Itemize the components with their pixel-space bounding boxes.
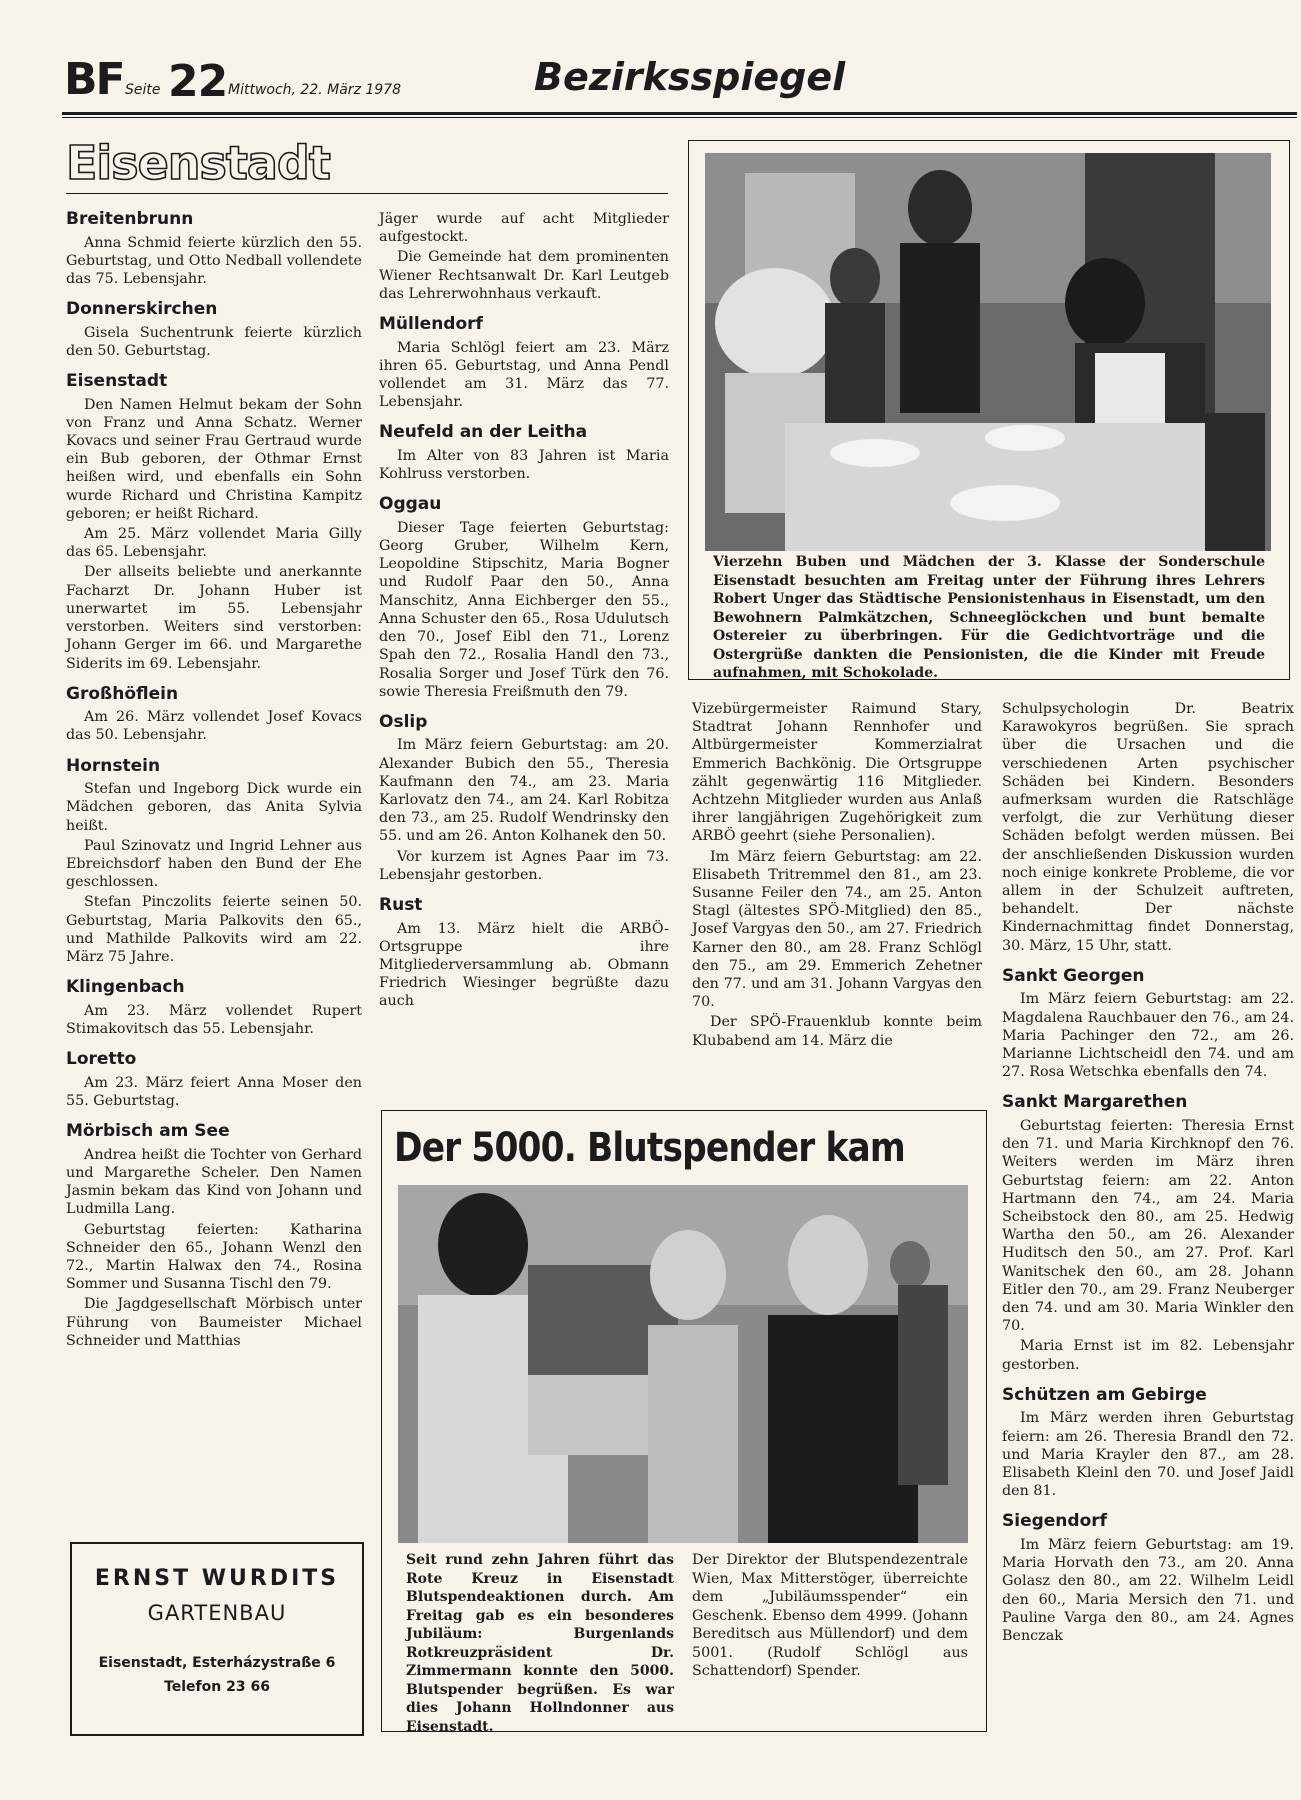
article-paragraph: Am 25. März vollendet Maria Gilly das 65. Lebensjahr. [66,526,362,561]
article-paragraph: Stefan und Ingeborg Dick wurde ein Mädchen geboren, das Anita Sylvia heißt. [66,781,362,834]
article-paragraph: Maria Ernst ist im 82. Lebensjahr gestorben. [1002,1338,1294,1373]
article-paragraph: Im März feiern Geburtstag: am 20. Alexander Bubich den 55., Theresia Kaufmann den 74., am 23. Maria Karlovatz den 74., am 24. Karl Robitza den 73., am 25. Rudolf Wendrinsky den 55. und am 26. Anton Kolhanek den 50. [379,737,669,845]
article-paragraph: Geburtstag feierten: Katharina Schneider den 65., Johann Wenzl den 72., Martin Halwax den 74., Rosina Sommer und Susanna Tischl den 79. [66,1221,362,1293]
column-3 [692,700,982,1052]
article-paragraph: Paul Szinovatz und Ingrid Lehner aus Ebreichsdorf haben den Bund der Ehe geschlossen. [66,837,362,891]
masthead-rule [66,193,668,194]
article-paragraph: Im Alter von 83 Jahren ist Maria Kohlruss verstorben. [379,447,669,483]
district-masthead: Eisenstadt [66,136,330,190]
heading-muellendorf: Müllendorf [379,314,483,335]
article-paragraph: Anna Schmid feierte kürzlich den 55. Geburtstag, und Otto Nedball vollendete das 75. Lebensjahr. [66,234,362,287]
article-paragraph: Im März feiern Geburtstag: am 22. Elisabeth Tritremmel den 81., am 23. Susanne Feiler den 74., am 25. Anton Stagl (ältestes SPÖ-Mitglied) den 85., Josef Vargyas den 50., am 27. Friedrich Karner den 80., am 28. Franz Schlögl den 75., am 29. Emmerich Zehetner den 77. und am 31. Johann Vargyas den 70. [692,848,982,1011]
article-paragraph: Am 23. März vollendet Rupert Stimakovitsch das 55. Lebensjahr. [66,1002,362,1037]
article-paragraph: Vizebürgermeister Raimund Stary, Stadtrat Johann Rennhofer und Altbürgermeister Kommerzialrat Emmerich Bachkönig. Die Ortsgruppe zählt gegenwärtig 116 Mitglieder. Achtzehn Mitglieder wurden aus Anlaß ihrer langjährigen Zugehörigkeit zum ARBÖ geehrt (siehe Personalien). [692,701,982,845]
section-title: Bezirksspiegel [534,55,846,99]
ad-address: Eisenstadt, Esterházystraße 6 [98,1655,336,1671]
newspaper-logo: BF [64,54,124,105]
ad-company-name: ERNST WURDITS [94,1566,340,1591]
page-label: Seite [125,82,161,98]
article-paragraph: Am 23. März feiert Anna Moser den 55. Geburtstag. [66,1074,362,1109]
article-paragraph: Vor kurzem ist Agnes Paar im 73. Lebensjahr gestorben. [379,848,669,883]
heading-siegendorf: Siegendorf [1002,1511,1108,1532]
ad-trade: GARTENBAU [147,1601,287,1625]
column-1 [66,198,362,1352]
article-paragraph: Maria Schlögl feiert am 23. März ihren 65. Geburtstag, und Anna Pendl vollendet am 31. März das 77. Lebensjahr. [379,339,669,411]
photo-school-visit [705,153,1271,551]
heading-rust: Rust [379,895,423,916]
article-paragraph: Am 13. März hielt die ARBÖ-Ortsgruppe ihre Mitgliederversammlung ab. Obmann Friedrich Wiesinger begrüßte dazu auch [379,920,669,1010]
article-paragraph: Im März werden ihren Geburtstag feiern: am 26. Theresia Brandl den 72. und Maria Krayler den 87., am 28. Elisabeth Kleinl den 70. und Josef Jaidl den 81. [1002,1410,1294,1500]
column-4 [1002,700,1294,1647]
heading-schuetzen: Schützen am Gebirge [1002,1384,1207,1405]
heading-eisenstadt: Eisenstadt [66,371,168,392]
header-rule [62,112,1297,115]
article-paragraph: Jäger wurde auf acht Mitglieder aufgestockt. [379,211,669,246]
article-paragraph: Den Namen Helmut bekam der Sohn von Franz und Anna Schatz. Werner Kovacs und seiner Frau Gertraud wurde ein Bub geboren, der Othmar Ernst heißen wird, und ebenfalls ein Sohn wurde Richard und Christina Kampitz geboren; er heißt Richard. [66,396,362,522]
article-paragraph: Dieser Tage feierten Geburtstag: Georg Gruber, Wilhelm Kern, Leopoldine Stipschitz, Maria Bogner und Rudolf Paar den 50., Anna Manschitz, Anna Eichberger den 55., Anna Schuster den 65., Rosa Udulutsch den 70., Josef Eibl den 71., Lorenz Spah den 72., Rosalia Handl den 73., Rosalia Sorger und Josef Türk den 76. sowie Theresia Freißmuth den 79. [379,519,669,700]
heading-oslip: Oslip [379,711,428,732]
article-paragraph: Am 26. März vollendet Josef Kovacs das 50. Lebensjahr. [66,709,362,744]
column-2 [379,210,669,1013]
heading-donnerskirchen: Donnerskirchen [66,299,218,320]
heading-klingenbach: Klingenbach [66,977,185,998]
heading-oggau: Oggau [379,494,442,515]
heading-hornstein: Hornstein [66,755,161,776]
advertisement-box [70,1542,364,1736]
page-number: 22 [168,56,228,107]
article-paragraph: Der SPÖ-Frauenklub konnte beim Klubabend am 14. März die [692,1014,982,1049]
article-paragraph: Die Jagdgesellschaft Mörbisch unter Führung von Baumeister Michael Schneider und Matthias [66,1296,362,1349]
article-paragraph: Schulpsychologin Dr. Beatrix Karawokyros begrüßen. Sie sprach über die Ursachen und die verschiedenen Arten psychischer Schäden bei Kindern. Besonders aufmerksam wurden die Ratschläge verfolgt, die zur Verhütung dieser Schäden befolgt werden müssen. Bei der anschließenden Diskussion wurden noch einige konkrete Probleme, die vor allem in der Schulzeit auftreten, behandelt. Der nächste Kindernachmittag findet Donnerstag, 30. März, 15 Uhr, statt. [1002,701,1294,954]
photo-school-visit-frame [688,140,1290,680]
article-paragraph: Andrea heißt die Tochter von Gerhard und Margarethe Scheler. Den Namen Jasmin bekam das Kind von Johann und Ludmilla Lang. [66,1146,362,1218]
article-paragraph: Im März feiern Geburtstag: am 22. Magdalena Rauchbauer den 76., am 24. Maria Pachinger den 72., am 26. Marianne Lichtscheidl den 74. und am 27. Rosa Wetschka ebenfalls den 74. [1002,991,1294,1081]
header-rule-thin [62,117,1297,118]
article-paragraph: Gisela Suchentrunk feierte kürzlich den 50. Geburtstag. [66,324,362,359]
article-paragraph: Die Gemeinde hat dem prominenten Wiener Rechtsanwalt Dr. Karl Leutgeb das Lehrerwohnhaus verkauft. [379,249,669,302]
article-paragraph: Geburtstag feierten: Theresia Ernst den 71. und Maria Kirchknopf den 76. Weiters werden im März ihren Geburtstag feiern: am 22. Anton Hartmann den 74., am 24. Maria Scheibstock den 80., am 25. Hedwig Wartha den 50., am 26. Alexander Huditsch den 50., am 27. Prof. Karl Wanitschek den 60., am 28. Johann Eitler den 70., am 29. Franz Neuberger den 74. und am 30. Maria Winkler den 70. [1002,1117,1294,1335]
article-paragraph: Stefan Pinczolits feierte seinen 50. Geburtstag, Maria Palkovits den 65., und Mathilde Palkovits wird am 22. März 75 Jahre. [66,894,362,966]
heading-sankt-margarethen: Sankt Margarethen [1002,1092,1188,1113]
heading-sankt-georgen: Sankt Georgen [1002,965,1145,986]
photo-blood-donor [398,1185,968,1543]
heading-loretto: Loretto [66,1049,137,1070]
blood-donor-caption-left: Seit rund zehn Jahren führt das Rote Kreuz in Eisenstadt Blutspendeaktionen durch. Am Freitag gab es ein besonderes Jubiläum: Burgenlands Rotkreuzpräsident Dr. Zimmermann konnte den 5000. Blutspender begrüßen. Es war dies Johann Hollndonner aus Eisenstadt. [406,1552,674,1735]
photo-school-visit-caption: Vierzehn Buben und Mädchen der 3. Klasse der Sonderschule Eisenstadt besuchten am Freitag unter der Führung ihres Lehrers Robert Unger das Städtische Pensionistenhaus in Eisenstadt, um den Bewohnern Palmkätzchen, Schneeglöckchen und bunt bemalte Ostereier zu überbringen. Für die Gedichtvorträge und die Ostergrüße dankten die Pensionisten, die die Kinder mit Freude aufnahmen, mit Schokolade. [713,554,1265,681]
ad-phone: Telefon 23 66 [164,1679,270,1695]
heading-breitenbrunn: Breitenbrunn [66,209,194,229]
heading-grosshoeflein: Großhöflein [66,683,179,704]
blood-donor-headline: Der 5000. Blutspender kam [394,1125,905,1171]
article-paragraph: Der allseits beliebte und anerkannte Facharzt Dr. Johann Huber ist unerwartet im 55. Lebensjahr verstorben. Weiters sind verstorben: Johann Gerger im 66. und Margarethe Siderits im 69. Lebensjahr. [66,564,362,672]
blood-donor-caption-right: Der Direktor der Blutspendezentrale Wien, Max Mitterstöger, überreichte dem „Jubiläumsspender“ ein Geschenk. Ebenso dem 4999. (Johann Bereditsch aus Müllendorf) und dem 5001. (Rudolf Schlögl aus Schattendorf) Spender. [692,1552,968,1679]
blood-donor-article [381,1110,987,1735]
article-paragraph: Im März feiern Geburtstag: am 19. Maria Horvath den 73., am 20. Anna Golasz den 80., am 22. Wilhelm Leidl den 60., Maria Mersich den 71. und Pauline Varga den 80., am 24. Agnes Benczak [1002,1536,1294,1644]
heading-neufeld: Neufeld an der Leitha [379,422,588,443]
issue-date: Mittwoch, 22. März 1978 [228,82,401,98]
heading-moerbisch: Mörbisch am See [66,1121,230,1142]
